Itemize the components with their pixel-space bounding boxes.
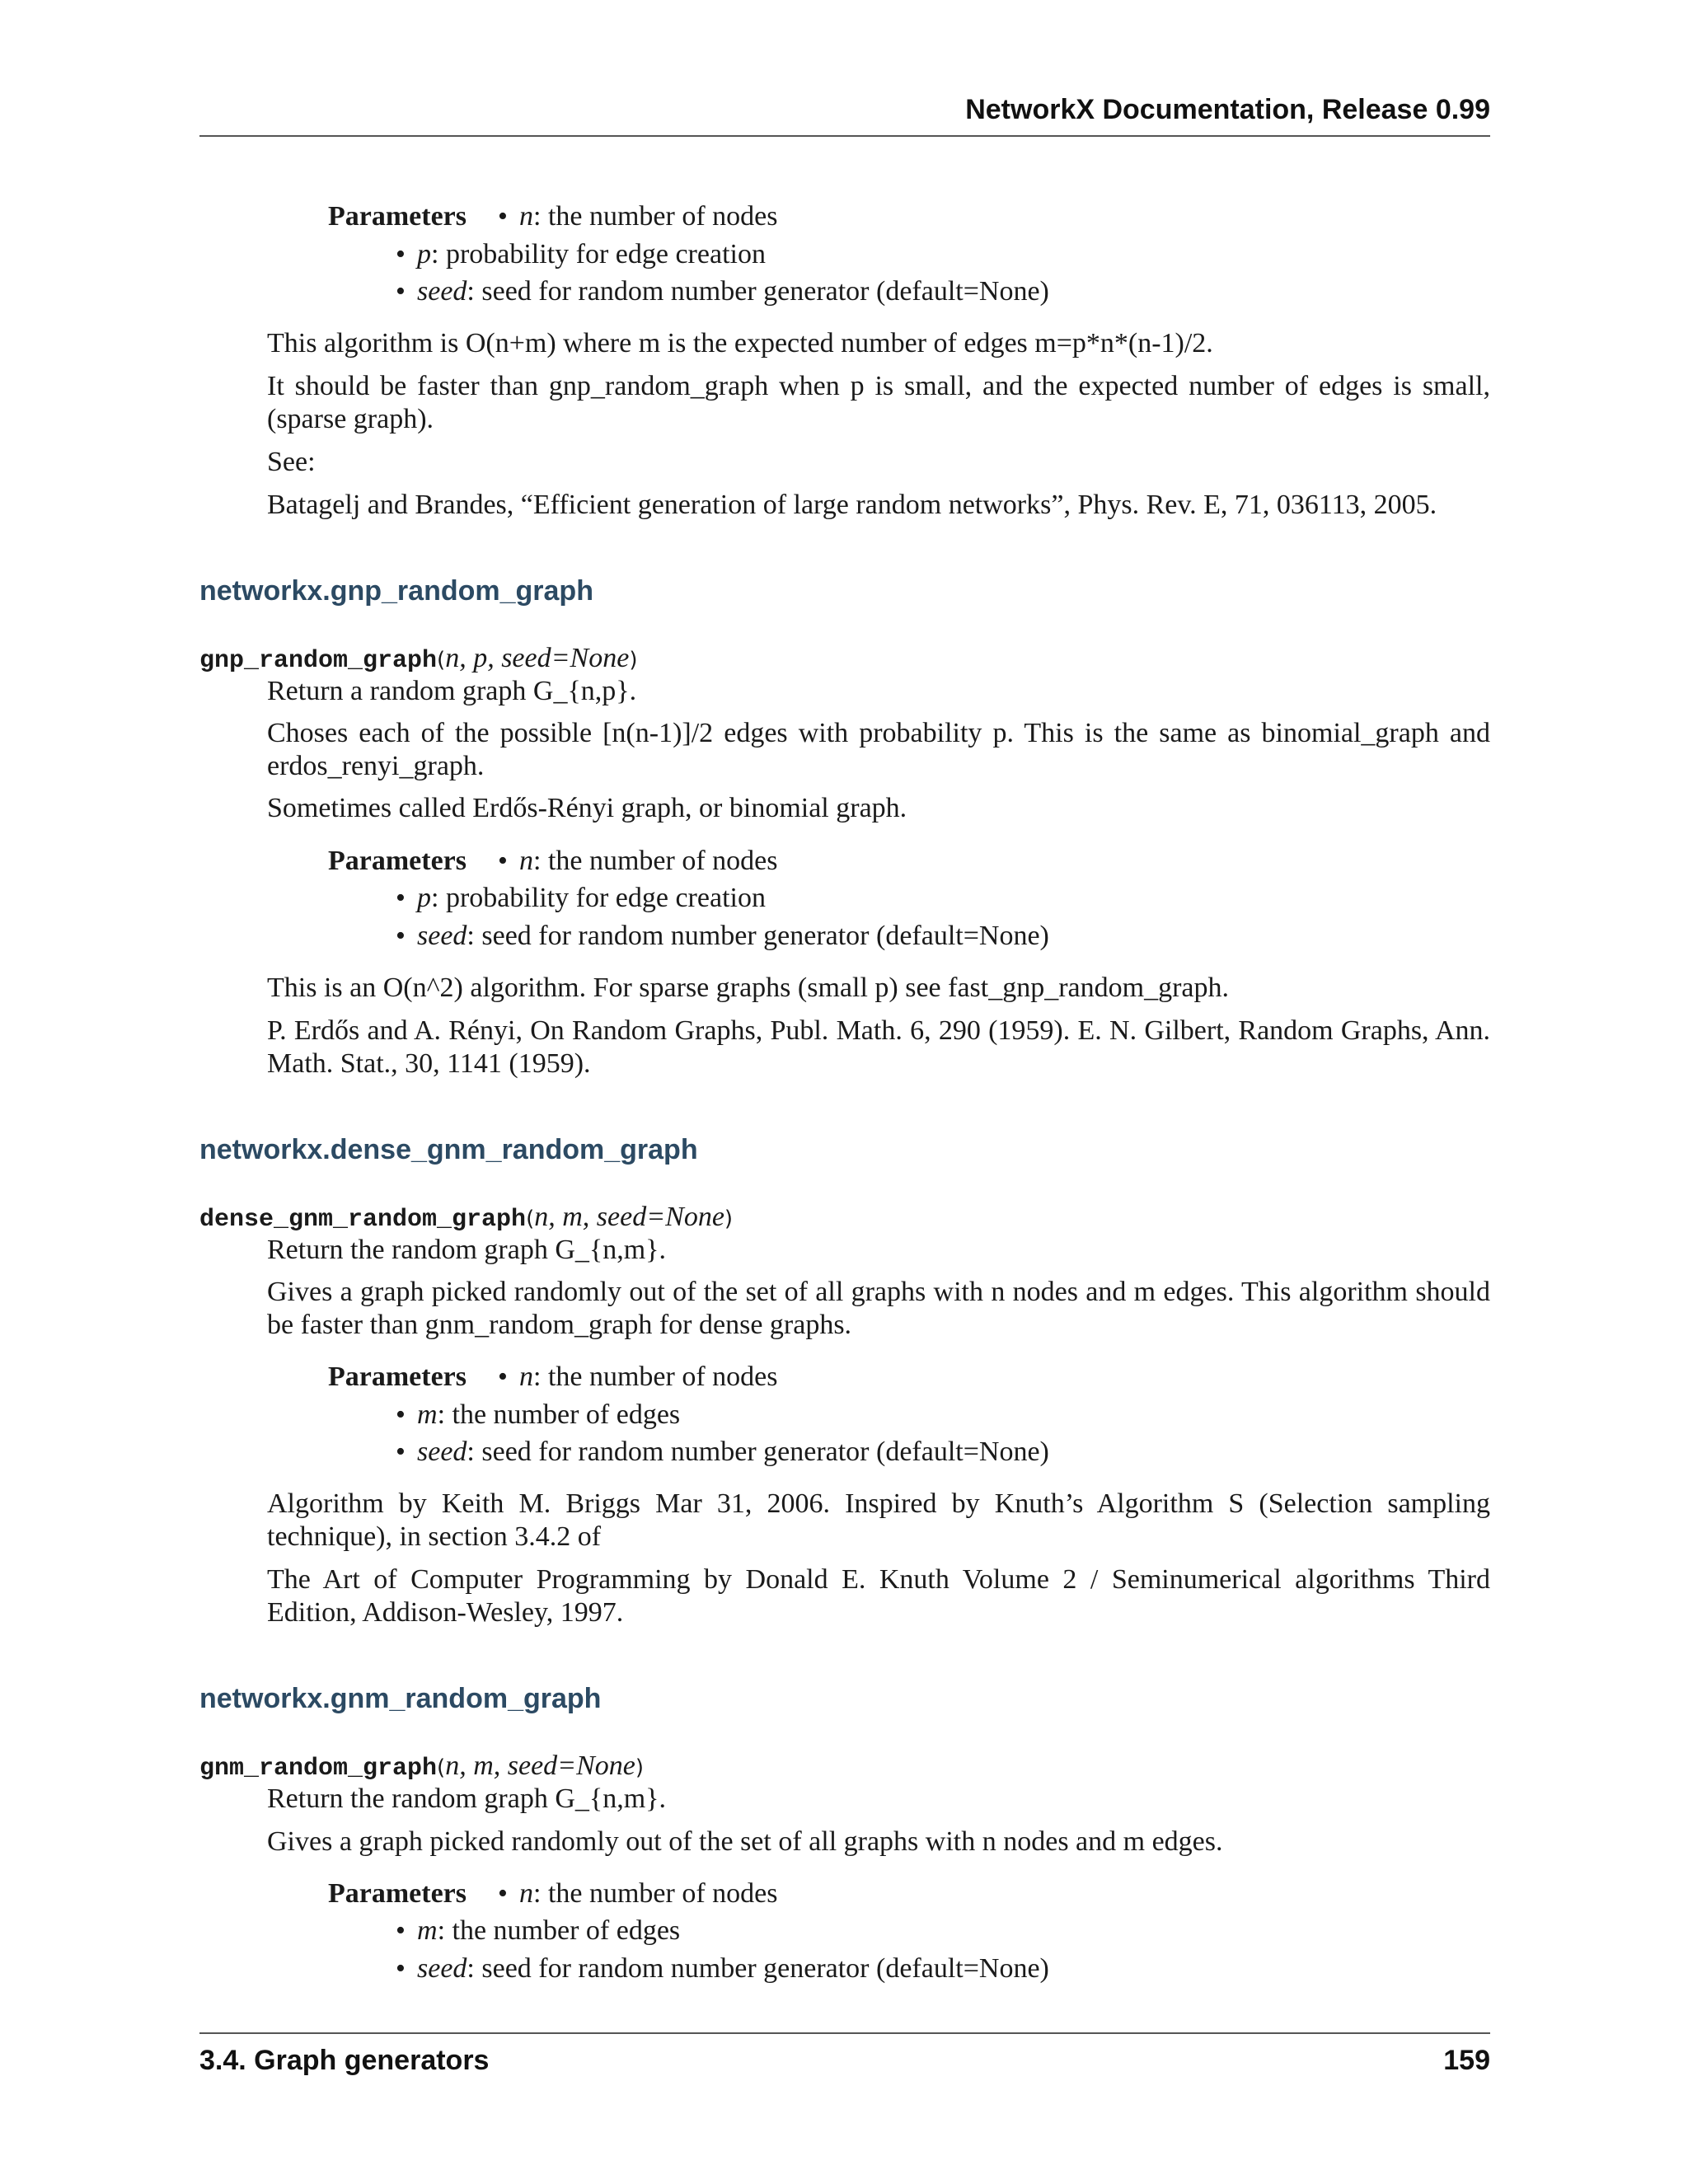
parameters-label: Parameters <box>328 1361 467 1392</box>
param-desc: : seed for random number generator (default=None) <box>467 1953 1049 1984</box>
param-item: • p: probability for edge creation <box>396 239 766 269</box>
param-name: seed <box>417 1436 467 1467</box>
function-summary: Return a random graph G_{n,p}. <box>267 676 637 706</box>
paragraph: Algorithm by Keith M. Briggs Mar 31, 2006. Inspired by Knuth’s Algorithm S (Selection sampling technique), in section 3.4.2 of <box>267 1488 1490 1552</box>
param-desc: : seed for random number generator (default=None) <box>467 921 1049 951</box>
paragraph: It should be faster than gnp_random_graph when p is small, and the expected number of edges is small, (sparse graph). <box>267 371 1490 434</box>
reference: The Art of Computer Programming by Donald E. Knuth Volume 2 / Seminumerical algorithms Third Edition, Addison-Wesley, 1997. <box>267 1564 1490 1628</box>
paragraph: Choses each of the possible [n(n-1)]/2 edges with probability p. This is the same as binomial_graph and erdos_renyi_graph. <box>267 718 1490 781</box>
param-desc: : seed for random number generator (default=None) <box>467 276 1049 307</box>
paragraph: See: <box>267 447 316 477</box>
param-name: seed <box>417 921 467 951</box>
paragraph: This algorithm is O(n+m) where m is the expected number of edges m=p*n*(n-1)/2. <box>267 328 1213 359</box>
param-name: n <box>519 201 533 232</box>
function-args: n, m, seed=None <box>534 1202 724 1232</box>
section-title: networkx.dense_gnm_random_graph <box>199 1134 698 1165</box>
function-summary: Return the random graph G_{n,m}. <box>267 1235 666 1265</box>
param-item: • p: probability for edge creation <box>396 883 766 913</box>
function-signature: gnp_random_graph(n, p, seed=None) <box>199 643 638 675</box>
running-footer <box>199 2032 1490 2079</box>
function-args: n, m, seed=None <box>445 1750 635 1781</box>
function-signature: gnm_random_graph(n, m, seed=None) <box>199 1750 645 1783</box>
param-name: m <box>417 1399 438 1430</box>
param-name: seed <box>417 276 467 307</box>
param-desc: : the number of nodes <box>533 201 778 232</box>
paragraph: Sometimes called Erdős-Rényi graph, or binomial graph. <box>267 793 907 823</box>
reference: Batagelj and Brandes, “Efficient generation of large random networks”, Phys. Rev. E, 71, 036113, 2005. <box>267 490 1437 520</box>
section-title: networkx.gnm_random_graph <box>199 1683 602 1714</box>
param-desc: : probability for edge creation <box>431 883 766 913</box>
parameters-label: Parameters <box>328 1878 467 1909</box>
param-name: n <box>519 1361 533 1392</box>
param-desc: : the number of edges <box>437 1915 681 1946</box>
param-item: • n: the number of nodes <box>498 846 778 876</box>
paragraph: Gives a graph picked randomly out of the set of all graphs with n nodes and m edges. <box>267 1826 1223 1857</box>
param-item: • n: the number of nodes <box>498 1361 778 1392</box>
param-desc: : the number of edges <box>437 1399 681 1430</box>
param-item: • seed: seed for random number generator (default=None) <box>396 1953 1049 1984</box>
param-desc: : probability for edge creation <box>431 239 766 269</box>
param-item: • seed: seed for random number generator (default=None) <box>396 1436 1049 1467</box>
parameters-label: Parameters <box>328 846 467 876</box>
section-title: networkx.gnp_random_graph <box>199 575 593 607</box>
page-number: 159 <box>1443 2045 1490 2076</box>
param-desc: : the number of nodes <box>533 1361 778 1392</box>
param-desc: : seed for random number generator (default=None) <box>467 1436 1049 1467</box>
param-item: • seed: seed for random number generator (default=None) <box>396 921 1049 951</box>
reference: P. Erdős and A. Rényi, On Random Graphs, Publ. Math. 6, 290 (1959). E. N. Gilbert, Random Graphs, Ann. Math. Stat., 30, 1141 (1959). <box>267 1015 1490 1079</box>
footer-section: 3.4. Graph generators <box>199 2045 490 2076</box>
param-name: n <box>519 846 533 876</box>
function-summary: Return the random graph G_{n,m}. <box>267 1783 666 1814</box>
param-item: • seed: seed for random number generator (default=None) <box>396 276 1049 307</box>
function-signature: dense_gnm_random_graph(n, m, seed=None) <box>199 1202 734 1234</box>
param-name: m <box>417 1915 438 1946</box>
param-name: p <box>417 883 431 913</box>
function-name: gnm_random_graph <box>199 1755 438 1783</box>
paragraph: Gives a graph picked randomly out of the set of all graphs with n nodes and m edges. This algorithm should be faster than gnm_random_graph for dense graphs. <box>267 1277 1490 1340</box>
param-item: • m: the number of edges <box>396 1915 681 1946</box>
param-item: • n: the number of nodes <box>498 1878 778 1909</box>
param-name: p <box>417 239 431 269</box>
param-desc: : the number of nodes <box>533 1878 778 1909</box>
param-name: n <box>519 1878 533 1909</box>
param-item: • n: the number of nodes <box>498 201 778 232</box>
running-header: NetworkX Documentation, Release 0.99 <box>199 92 1490 137</box>
function-args: n, p, seed=None <box>445 643 630 673</box>
function-name: gnp_random_graph <box>199 647 438 675</box>
paragraph: This is an O(n^2) algorithm. For sparse graphs (small p) see fast_gnp_random_graph. <box>267 972 1229 1003</box>
param-desc: : the number of nodes <box>533 846 778 876</box>
param-item: • m: the number of edges <box>396 1399 681 1430</box>
function-name: dense_gnm_random_graph <box>199 1206 527 1234</box>
parameters-label: Parameters <box>328 201 467 232</box>
param-name: seed <box>417 1953 467 1984</box>
